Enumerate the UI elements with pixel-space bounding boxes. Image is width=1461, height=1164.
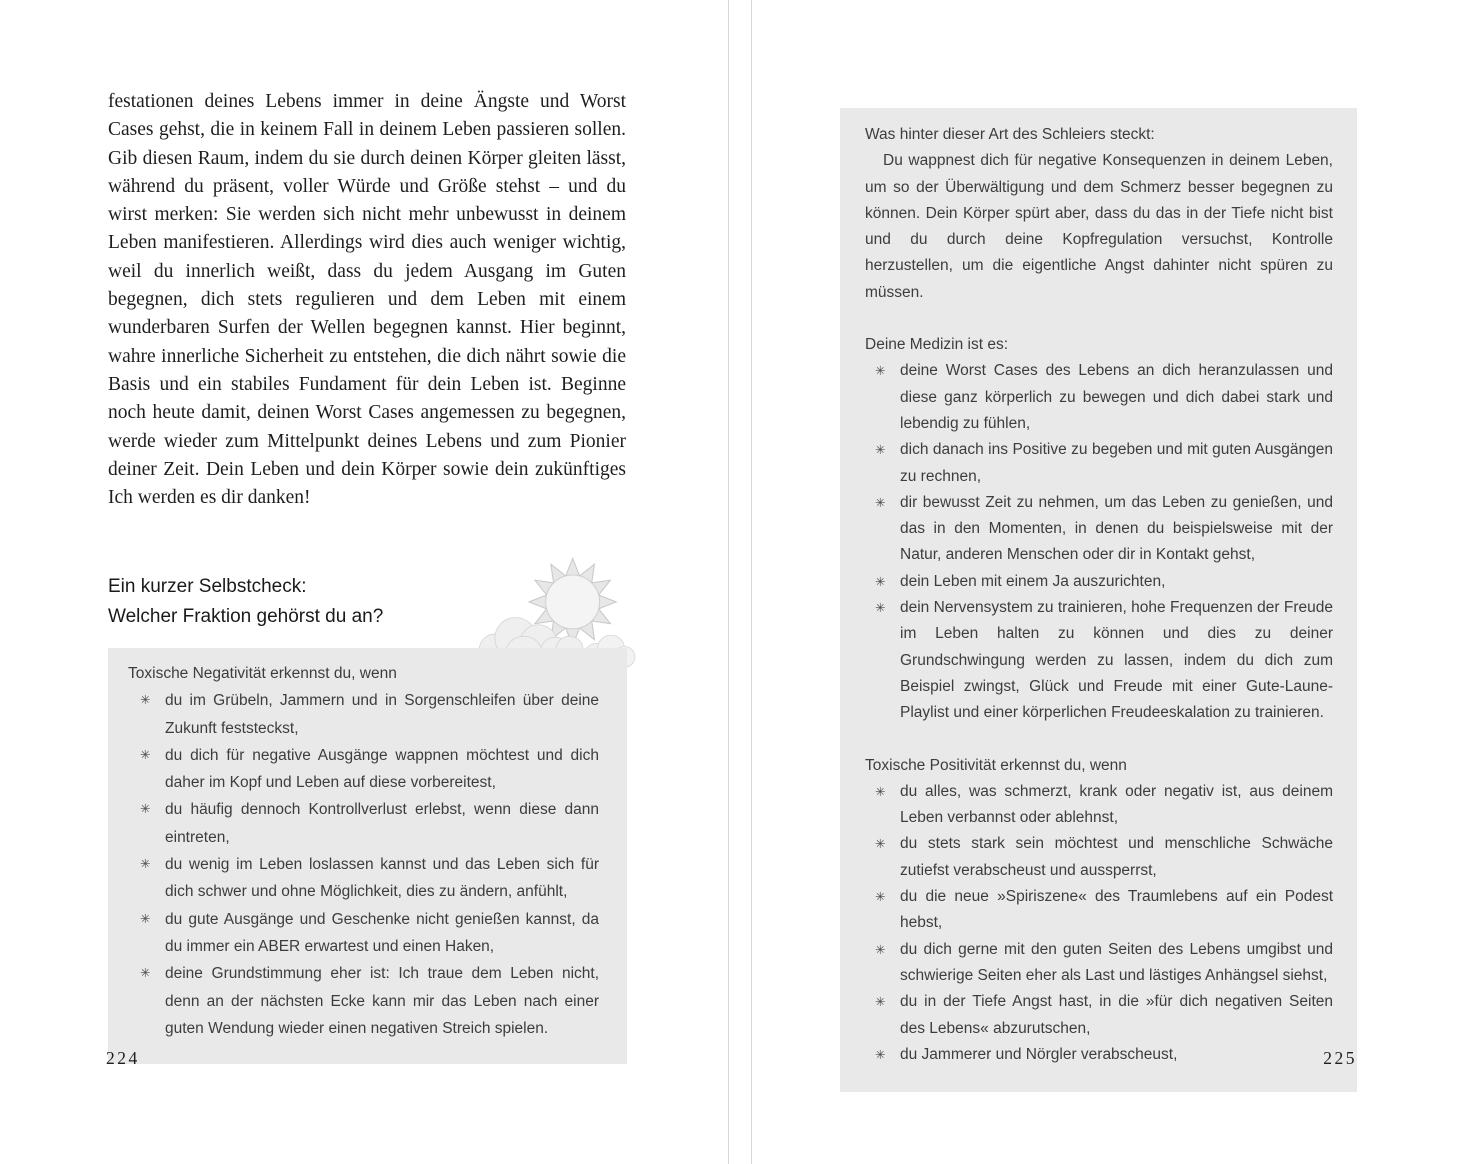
list-item-text: dir bewusst Zeit zu nehmen, um das Leben zu genießen, und das in den Momenten, in denen du beispielsweise mit der Natur, anderen Menschen oder dir in Kontakt gehst,	[900, 493, 1333, 564]
list-item	[865, 1042, 1333, 1068]
list-item-text: du Jammerer und Nörgler verabscheust,	[900, 1045, 1178, 1063]
list-item	[128, 796, 599, 851]
page-number-right: 225	[1323, 1048, 1357, 1068]
list-item-text: dich danach ins Positive zu begeben und mit guten Ausgängen zu rechnen,	[900, 441, 1333, 485]
list-item-text: dein Leben mit einem Ja auszurichten,	[900, 572, 1166, 590]
asterisk-bullet-icon: ✳	[875, 601, 886, 616]
list-item-text: du in der Tiefe Angst hast, in die »für dich negativen Seiten des Lebens« abzurutschen,	[900, 993, 1333, 1037]
list-item	[865, 595, 1333, 726]
asterisk-bullet-icon: ✳	[875, 890, 886, 905]
toxic-negativity-box	[108, 648, 627, 1064]
body-paragraph: festationen deines Lebens immer in deine Ängste und Worst Cases gehst, die in keinem Fall in deinem Leben passieren sollen. Gib diesen Raum, indem du sie durch deinen Körper gleiten lässt, während du präsent, voller Würde und Größe stehst – und du wirst merken: Sie werden sich nicht mehr unbewusst in deinem Leben manifestieren. Allerdings wird dies auch weniger wichtig, weil du innerlich weißt, dass du jedem Ausgang im Guten begegnen, dich stets regulieren und dem Leben mit einem wunderbaren Surfen der Wellen begegnen kannst. Hier beginnt, wahre innerliche Sicherheit zu entstehen, die dich nährt sowie die Basis und ein stabiles Fundament für dein Leben ist. Beginne noch heute damit, deinen Worst Cases angemessen zu begegnen, werde wieder zum Mittelpunkt deines Lebens und zum Pionier deiner Zeit. Dein Leben und dein Körper sowie dein zukünftiges Ich werden es dir danken!	[108, 91, 626, 509]
asterisk-bullet-icon: ✳	[875, 784, 886, 799]
list-item-text: du stets stark sein möchtest und menschliche Schwäche zutiefst verabscheust und aussperrst,	[900, 835, 1333, 879]
list-item	[865, 989, 1333, 1042]
list-item-text: du im Grübeln, Jammern und in Sorgenschleifen über deine Zukunft feststeckst,	[165, 692, 599, 737]
list-item	[128, 742, 599, 797]
page-number-left: 224	[106, 1048, 140, 1068]
page-divider-line-left	[728, 0, 729, 1164]
medicine-section-title: Deine Medizin ist es:	[865, 336, 1009, 354]
asterisk-bullet-icon: ✳	[140, 693, 151, 708]
list-item-text: du wenig im Leben loslassen kannst und das Leben sich für dich schwer und ohne Möglichkeit, dies zu ändern, anfühlt,	[165, 856, 599, 901]
list-item-text: du gute Ausgänge und Geschenke nicht genießen kannst, da du immer ein ABER erwartest und einen Haken,	[165, 910, 599, 955]
veil-and-positivity-box	[840, 108, 1357, 1092]
list-item-text: du dich gerne mit den guten Seiten des Lebens umgibst und schwierige Seiten eher als Last und lästiges Anhängsel siehst,	[900, 940, 1333, 984]
list-item	[128, 851, 599, 906]
list-item	[865, 779, 1333, 832]
asterisk-bullet-icon: ✳	[875, 1047, 886, 1062]
asterisk-bullet-icon: ✳	[875, 995, 886, 1010]
list-item-text: du die neue »Spiriszene« des Traumlebens auf ein Podest hebst,	[900, 888, 1333, 932]
veil-section-title: Was hinter dieser Art des Schleiers steckt:	[865, 126, 1155, 143]
list-item	[128, 960, 599, 1042]
asterisk-bullet-icon: ✳	[875, 837, 886, 852]
list-item	[865, 884, 1333, 937]
list-item	[865, 437, 1333, 490]
asterisk-bullet-icon: ✳	[875, 942, 886, 957]
list-item	[865, 831, 1333, 884]
asterisk-bullet-icon: ✳	[875, 574, 886, 589]
medicine-list	[865, 358, 1333, 726]
list-item-text: du häufig dennoch Kontrollverlust erlebst, wenn diese dann eintreten,	[165, 801, 599, 846]
heading-line-1: Ein kurzer Selbstcheck:	[108, 576, 307, 597]
list-item	[865, 358, 1333, 437]
list-item-text: deine Grundstimmung eher ist: Ich traue dem Leben nicht, denn an der nächsten Ecke kann mir das Leben nach einer guten Wendung wieder einen negativen Streich spielen.	[165, 965, 599, 1037]
selfcheck-heading	[108, 572, 383, 632]
list-item-text: du dich für negative Ausgänge wappnen möchtest und dich daher im Kopf und Leben auf diese vorbereitest,	[165, 746, 599, 792]
toxic-positivity-title: Toxische Positivität erkennst du, wenn	[865, 756, 1127, 774]
asterisk-bullet-icon: ✳	[140, 966, 151, 981]
asterisk-bullet-icon: ✳	[140, 747, 151, 762]
asterisk-bullet-icon: ✳	[875, 495, 886, 510]
asterisk-bullet-icon: ✳	[875, 443, 886, 458]
list-item-text: deine Worst Cases des Lebens an dich heranzulassen und diese ganz körperlich zu bewegen und dich dabei stark und lebendig zu fühlen,	[900, 362, 1333, 432]
asterisk-bullet-icon: ✳	[875, 364, 886, 379]
list-item	[128, 906, 599, 961]
list-item-text: dein Nervensystem zu trainieren, hohe Frequenzen der Freude im Leben halten zu können und dies zu deiner Grundschwingung werden zu lassen, indem du dich zum Beispiel zwingst, Glück und Freude mit einer Gute-Laune-Playlist und einer körperlichen Freudeeskalation zu trainieren.	[900, 599, 1333, 722]
list-item-text: du alles, was schmerzt, krank oder negativ ist, aus deinem Leben verbannst oder ablehnst,	[900, 782, 1333, 827]
list-item	[865, 569, 1333, 595]
toxic-positivity-list	[865, 779, 1333, 1068]
box-intro: Toxische Negativität erkennst du, wenn	[128, 665, 397, 682]
list-item	[865, 937, 1333, 990]
list-item	[128, 687, 599, 742]
asterisk-bullet-icon: ✳	[140, 802, 151, 817]
veil-section-body: Du wappnest dich für negative Konsequenzen in deinem Leben, um so der Überwältigung und dem Schmerz besser begegnen zu können. Dein Körper spürt aber, dass du das in der Tiefe nicht bist und du durch deine Kopfregulation versuchst, Kontrolle herzustellen, um die eigentliche Angst dahinter nicht spüren zu müssen.	[865, 152, 1333, 301]
asterisk-bullet-icon: ✳	[140, 857, 151, 872]
heading-line-2: Welcher Fraktion gehörst du an?	[108, 606, 384, 627]
toxic-negativity-list	[128, 687, 599, 1042]
list-item	[865, 490, 1333, 569]
asterisk-bullet-icon: ✳	[140, 911, 151, 926]
page-divider-line-right	[751, 0, 752, 1164]
